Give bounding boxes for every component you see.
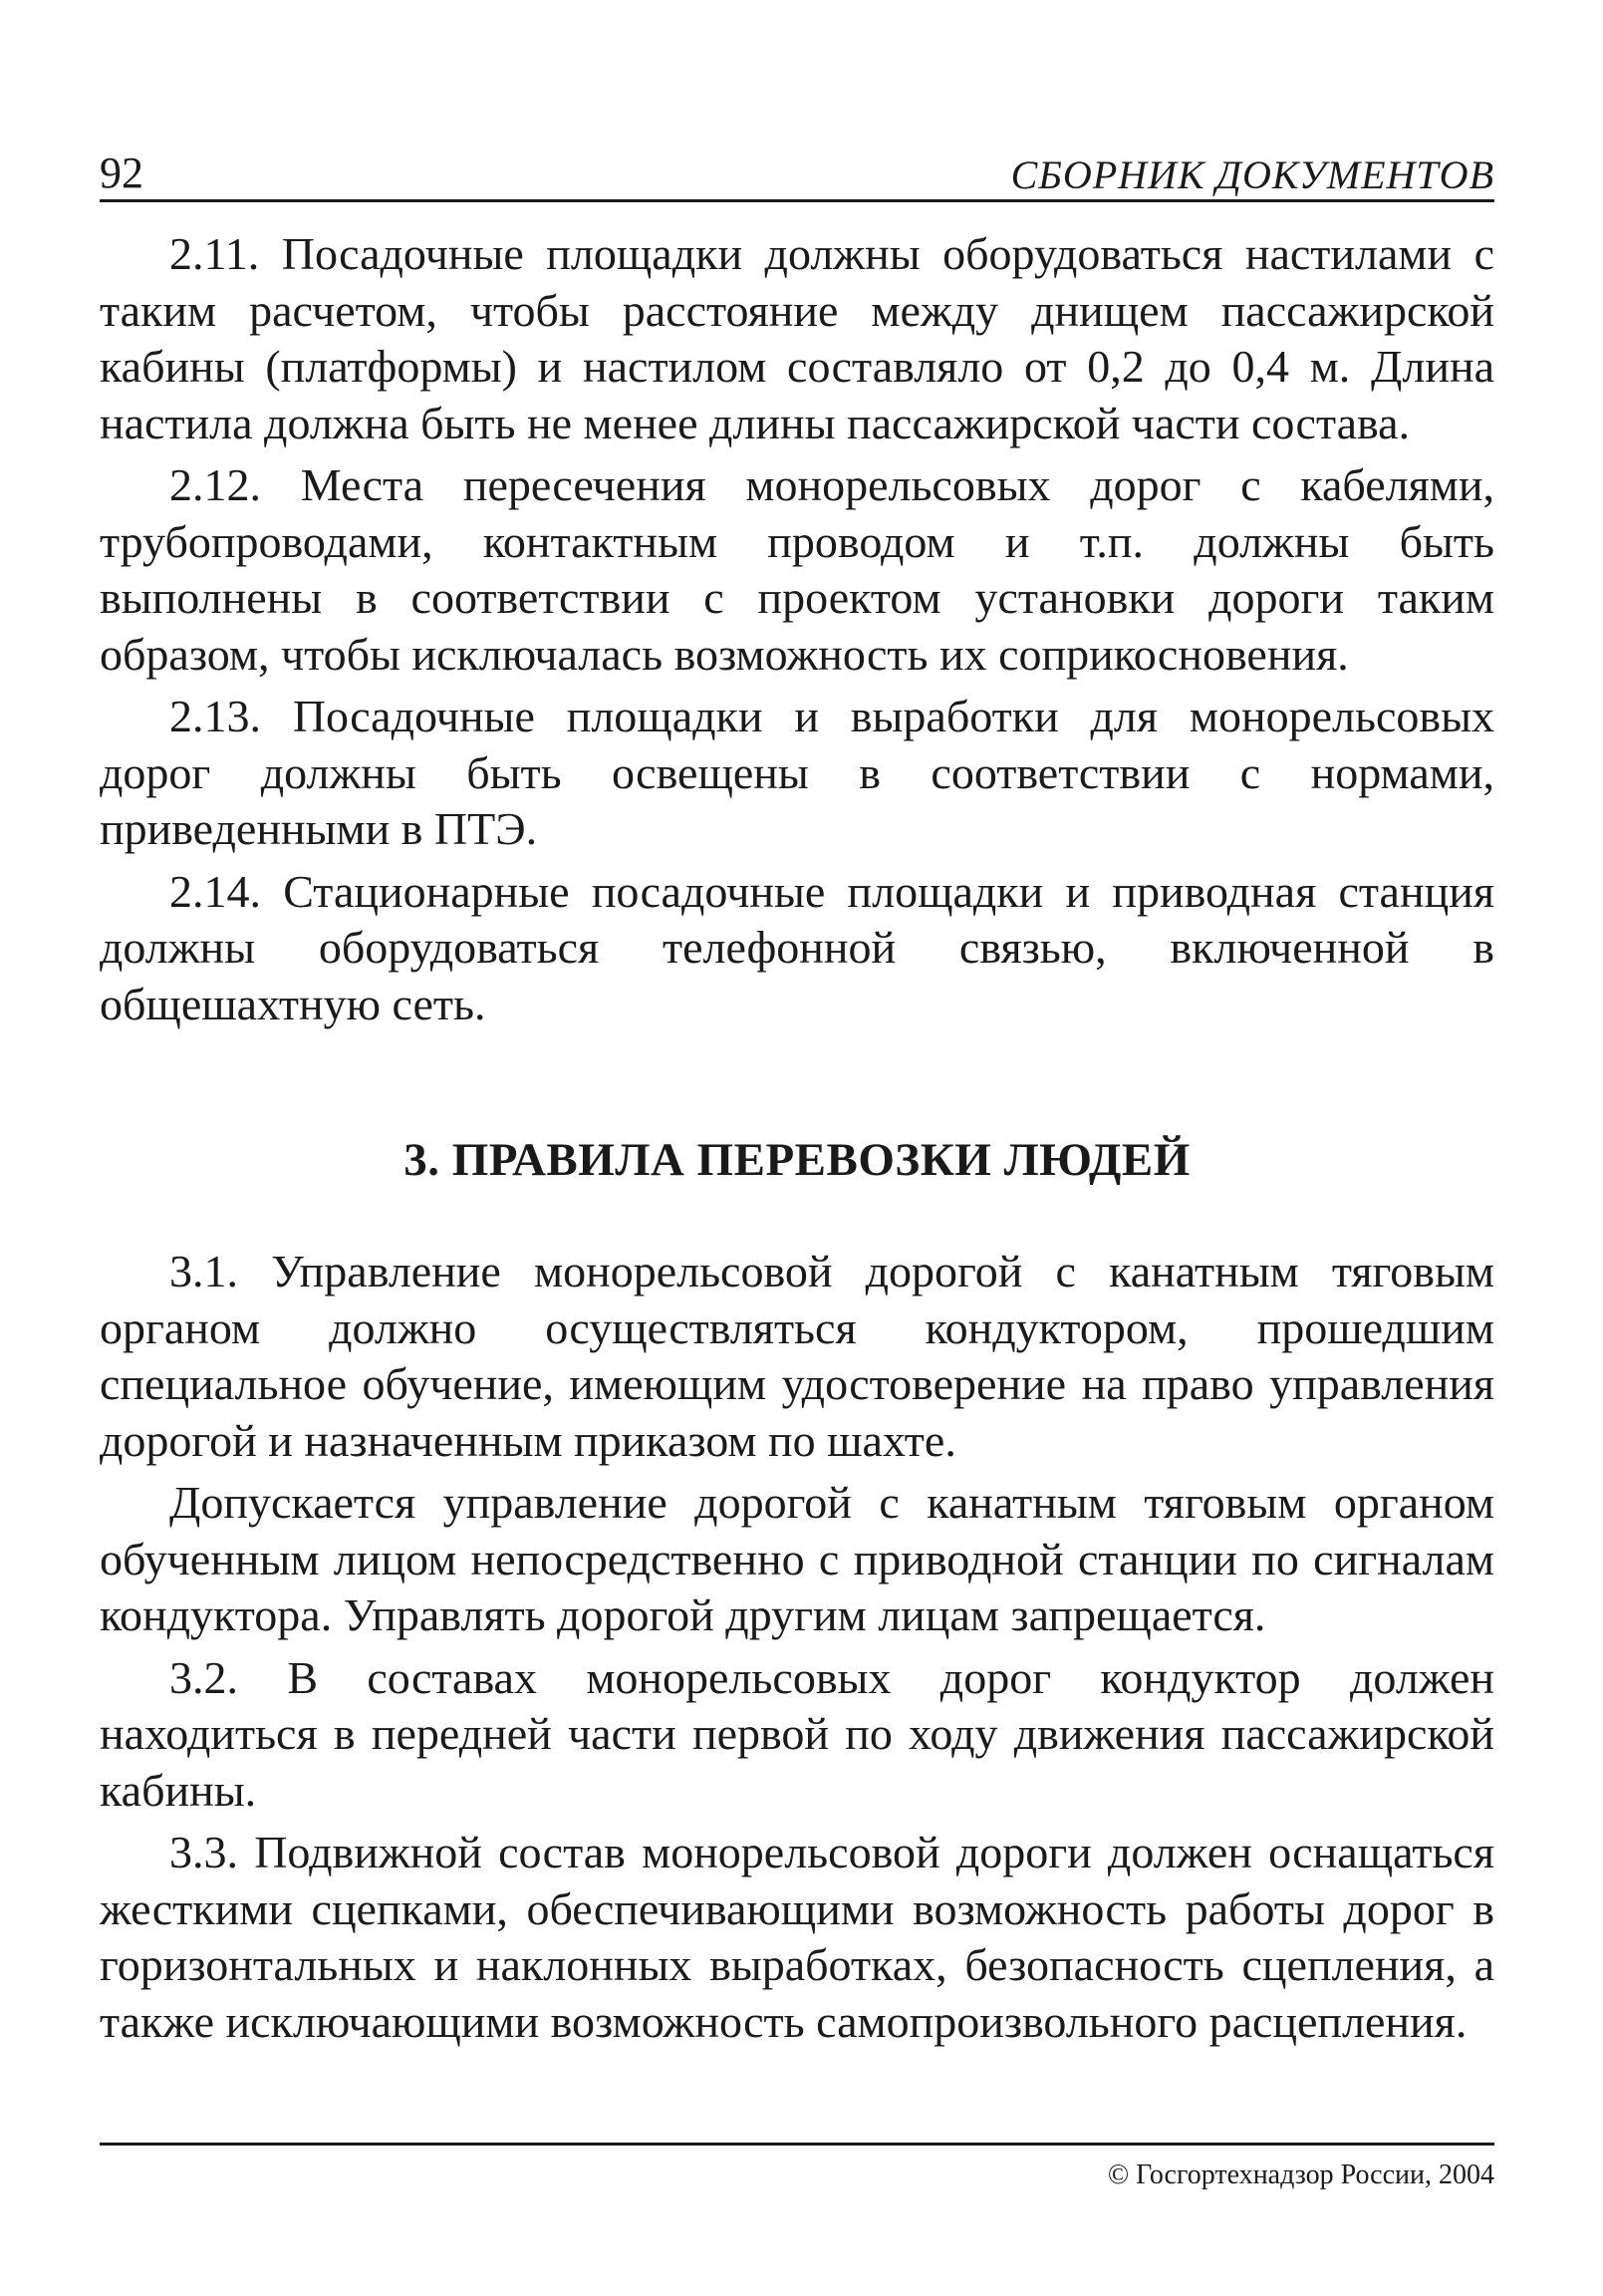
running-header — [100, 140, 1494, 202]
paragraph-2-14: 2.14. Стационарные посадочные площадки и приводная станция должны оборудоваться телефонной связью, включенной в общешахтную сеть. — [100, 865, 1494, 1029]
paragraph-3-3: 3.3. Подвижной состав монорельсовой дороги должен оснащаться жесткими сцепками, обеспечивающими возможность работы дорог в горизонтальных и наклонных выработках, безопасность сцепления, а также исключающими возможность самопроизвольного расцепления. — [100, 1827, 1494, 2047]
document-page — [100, 140, 1494, 2056]
copyright-notice: © Госгортехнадзор России, 2004 — [1107, 2159, 1494, 2190]
page-footer — [100, 2143, 1494, 2191]
paragraph-2-12: 2.12. Места пересечения монорельсовых дорог с кабелями, трубопроводами, контактным проводом и т.п. должны быть выполнены в соответствии с проектом установки дороги таким образом, чтобы исключалась возможность их соприкосновения. — [100, 459, 1494, 680]
document-body — [100, 226, 1494, 2050]
paragraph-3-1-continued: Допускается управление дорогой с канатным тяговым органом обученным лицом непосредственно с приводной станции по сигналам кондуктора. Управлять дорогой другим лицам запрещается. — [100, 1477, 1494, 1641]
page-number: 92 — [100, 148, 143, 197]
paragraph-3-1: 3.1. Управление монорельсовой дорогой с канатным тяговым органом должно осуществляться кондуктором, прошедшим специальное обучение, имеющим удостоверение на право управления дорогой и назначенным приказом по шахте. — [100, 1246, 1494, 1466]
paragraph-2-11: 2.11. Посадочные площадки должны оборудоваться настилами с таким расчетом, чтобы расстояние между днищем пассажирской кабины (платформы) и настилом составляло от 0,2 до 0,4 м. Длина настила должна быть не менее длины пассажирской части состава. — [100, 228, 1494, 448]
paragraph-3-2: 3.2. В составах монорельсовых дорог кондуктор должен находиться в передней части первой по ходу движения пассажирской кабины. — [100, 1651, 1494, 1816]
section-heading: 3. ПРАВИЛА ПЕРЕВОЗКИ ЛЮДЕЙ — [403, 1134, 1191, 1186]
collection-title: СБОРНИК ДОКУМЕНТОВ — [1010, 152, 1494, 197]
paragraph-2-13: 2.13. Посадочные площадки и выработки для монорельсовых дорог должны быть освещены в соответствии с нормами, приведенными в ПТЭ. — [100, 691, 1494, 854]
